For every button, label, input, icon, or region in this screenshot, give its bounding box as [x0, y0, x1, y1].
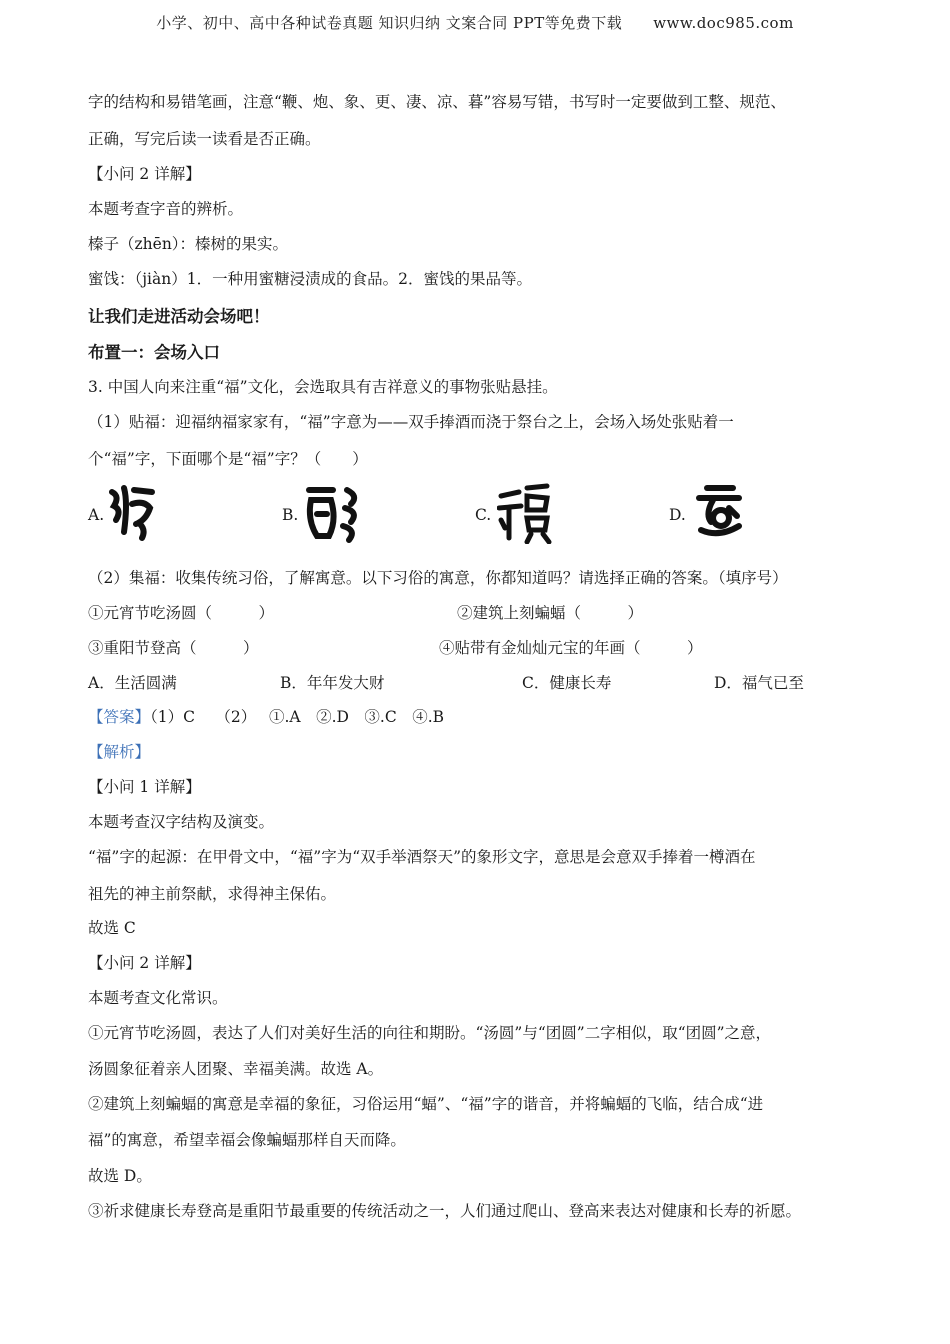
ancient-glyph-b-image [303, 480, 369, 544]
text-line: “福”字的起源：在甲骨文中，“福”字为“双手举酒祭天”的象形文字，意思是会意双手捧着一樽酒在 [88, 848, 756, 866]
text-line: ②建筑上刻蝙蝠的寓意是幸福的象征，习俗运用“蝠”、“福”字的谐音，并将蝙蝠的飞临，结合成“进 [88, 1095, 764, 1113]
subquestion-title: 【小问 2 详解】 [88, 954, 201, 972]
text-line: ①元宵节吃汤圆，表达了人们对美好生活的向往和期盼。“汤圆”与“团圆”二字相似，取“团圆”之意， [88, 1024, 772, 1042]
custom-item-4: ④贴带有金灿灿元宝的年画（ ） [439, 639, 703, 657]
text-line: 字的结构和易错笔画，注意“鞭、炮、象、更、凄、凉、暮”容易写错，书写时一定要做到工整、规范、 [88, 93, 786, 111]
subquestion-title: 【小问 2 详解】 [88, 165, 201, 183]
ancient-glyph-a-image [106, 480, 158, 542]
answer-line [88, 705, 444, 727]
answer-text: （1）C （2） ①.A ②.D ③.C ④.B [150, 708, 445, 726]
ancient-glyph-d-image [693, 482, 745, 540]
choice-c: C．健康长寿 [522, 674, 612, 692]
custom-item-1: ①元宵节吃汤圆（ ） [88, 604, 275, 622]
question-part1: 个“福”字，下面哪个是“福”字？（ ） [88, 450, 368, 468]
text-line: 榛子（zhēn）：榛树的果实。 [88, 235, 289, 253]
analysis-label: 【解析】 [88, 743, 151, 761]
custom-item-2: ②建筑上刻蝙蝠（ ） [457, 604, 644, 622]
question-part1: （1）贴福：迎福纳福家家有，“福”字意为——双手捧酒而浇于祭台之上，会场入场处张贴着一 [88, 413, 734, 431]
choice-a: A．生活圆满 [88, 674, 177, 692]
custom-item-3: ③重阳节登高（ ） [88, 639, 259, 657]
option-b-label: B. [282, 506, 299, 524]
text-line: 祖先的神主前祭献，求得神主保佑。 [88, 885, 337, 903]
choice-b: B．年年发大财 [280, 674, 385, 692]
text-line: 蜜饯：（jiàn）1．一种用蜜糖浸渍成的食品。2．蜜饯的果品等。 [88, 270, 532, 288]
section-heading: 让我们走进活动会场吧！ [88, 307, 270, 326]
text-line: 福”的寓意，希望幸福会像蝙蝠那样自天而降。 [88, 1131, 406, 1149]
text-line: ③祈求健康长寿登高是重阳节最重要的传统活动之一，人们通过爬山、登高来表达对健康和长寿的祈愿。 [88, 1202, 802, 1220]
ancient-glyph-c-image [497, 480, 553, 544]
option-c-label: C. [475, 506, 492, 524]
text-line: 本题考查字音的辨析。 [88, 200, 244, 218]
text-line: 故选 C [88, 919, 136, 937]
question-stem: 3. 中国人向来注重“福”文化，会选取具有吉祥意义的事物张贴悬挂。 [88, 378, 558, 396]
text-line: 本题考查文化常识。 [88, 989, 228, 1007]
text-line: 本题考查汉字结构及演变。 [88, 813, 275, 831]
text-line: 汤圆象征着亲人团聚、幸福美满。故选 A。 [88, 1060, 384, 1078]
choice-d: D．福气已至 [714, 674, 804, 692]
answer-label: 【答案】 [88, 708, 151, 726]
question-part2: （2）集福：收集传统习俗，了解寓意。以下习俗的寓意，你都知道吗？请选择正确的答案。（填序号） [88, 569, 788, 587]
section-subheading: 布置一：会场入口 [88, 343, 220, 362]
option-a-label: A. [88, 506, 105, 524]
subquestion-title: 【小问 1 详解】 [88, 778, 201, 796]
text-line: 正确，写完后读一读看是否正确。 [88, 130, 321, 148]
page-header: 小学、初中、高中各种试卷真题 知识归纳 文案合同 PPT等免费下载 www.doc985.com [156, 14, 794, 32]
option-d-label: D. [669, 506, 686, 524]
text-line: 故选 D。 [88, 1167, 152, 1185]
